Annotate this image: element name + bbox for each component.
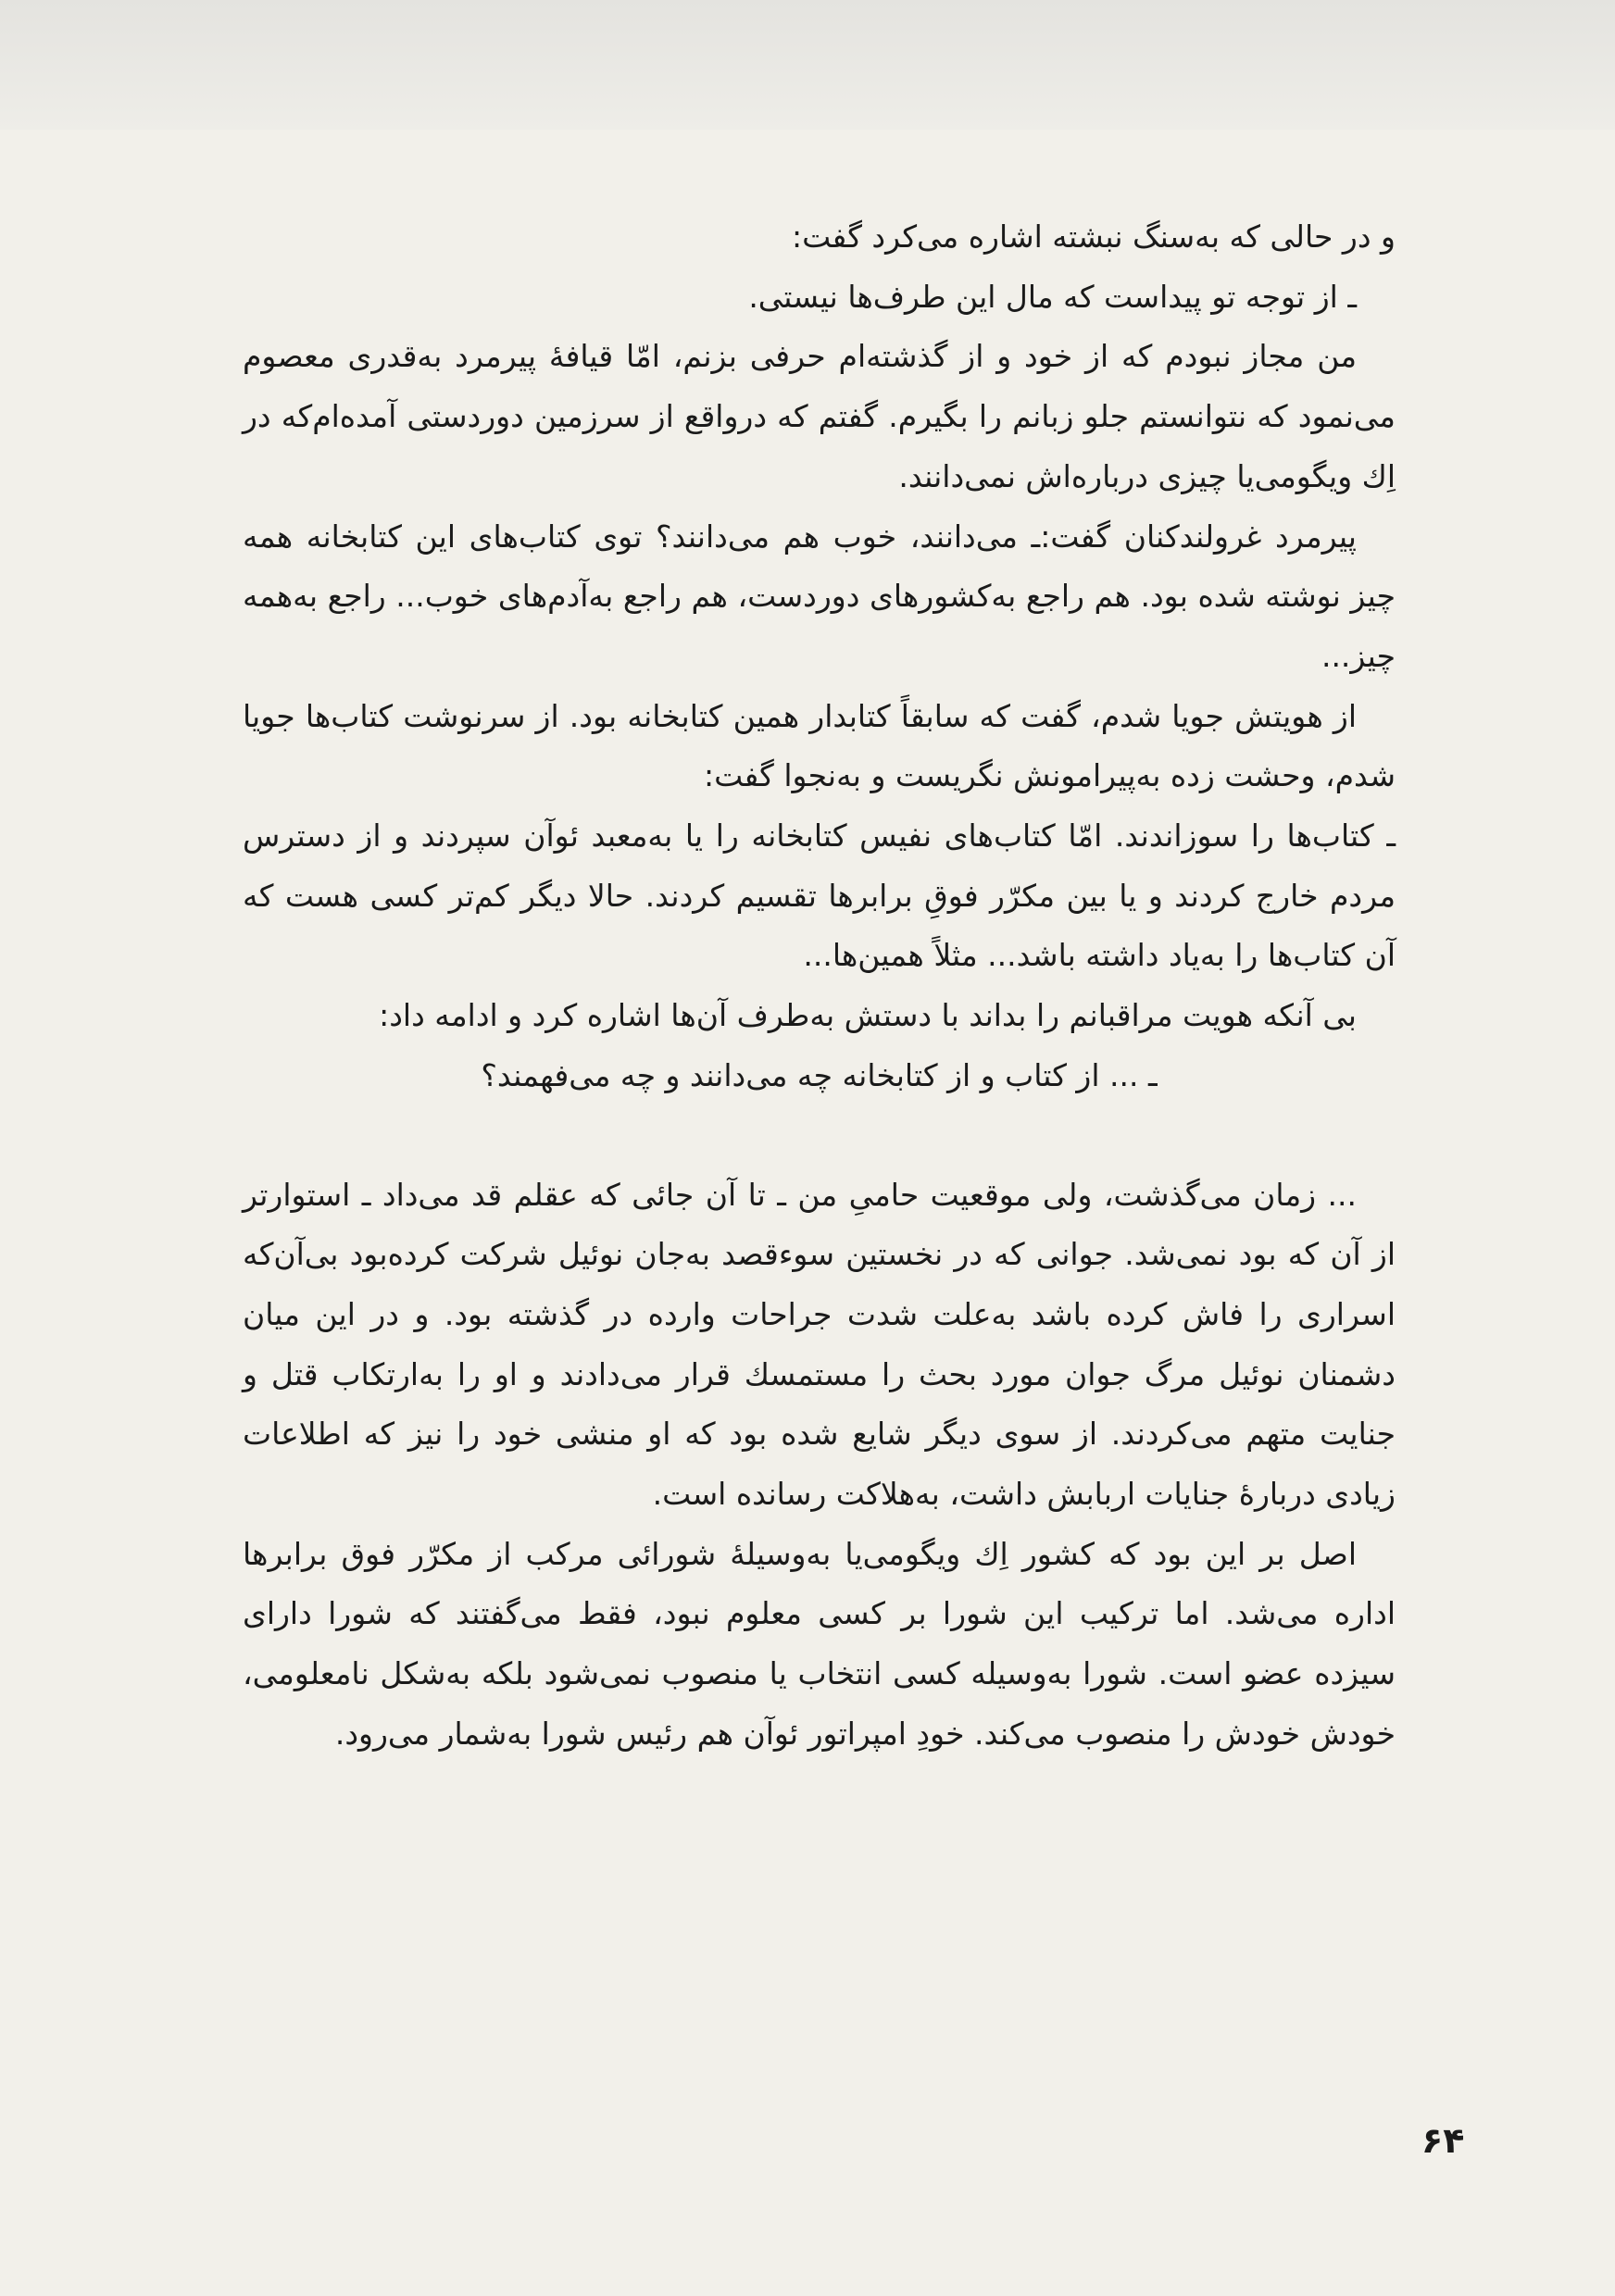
paragraph: ـ کتاب‌ها را سوزاندند. امّا کتاب‌های نفیس کتابخانه را یا به‌معبد ئوآن سپردند و از دسترس مردم خارج کردند و یا بین مکرّر فوقِ برابرها تقسیم کردند. حالا دیگر کم‌تر کسی هست که آن کتاب‌ها را به‌یاد داشته باشد... مثلاً همین‌ها... bbox=[243, 817, 1396, 974]
page-top-edge bbox=[0, 0, 1615, 130]
paragraph: بی آنکه هویت مراقبانم را بداند با دستش به‌طرف آن‌ها اشاره کرد و ادامه داد: bbox=[379, 997, 1357, 1034]
body-text bbox=[243, 207, 1396, 1765]
section-break bbox=[243, 1106, 1396, 1166]
paragraph: از هویتش جویا شدم، گفت که سابقاً کتابدار همین کتابخانه بود. از سرنوشت کتاب‌ها جویا شدم، وحشت زده به‌پیرامونش نگریست و به‌نجوا گفت: bbox=[243, 697, 1396, 794]
paragraph: ... زمان می‌گذشت، ولی موقعیت حامیِ من ـ تا آن جائی که عقلم قد می‌داد ـ استوارتر از آن که بود نمی‌شد. جوانی که در نخستین سوءقصد به‌جان نوئیل شرکت کرده‌بود بی‌آن‌که اسراری را فاش کرده باشد به‌علت شدت جراحات وارده در گذشته بود. و در این میان دشمنان نوئیل مرگ جوان مورد بحث را مستمسك قرار می‌دادند و او را به‌ارتکاب قتل و جنایت متهم می‌کردند. از سوی دیگر شایع شده بود که او منشی خود را نیز که اطلاعات زیادی دربارهٔ جنایات اربابش داشت، به‌هلاکت رسانده است. bbox=[243, 1176, 1396, 1513]
paragraph: و در حالی که به‌سنگ نبشته اشاره می‌کرد گفت: bbox=[792, 218, 1396, 255]
paragraph: پیرمرد غرولندکنان گفت:ـ می‌دانند، خوب هم می‌دانند؟ توی کتاب‌های این کتابخانه همه چیز نوشته شده بود. هم راجع به‌کشورهای دوردست، هم راجع به‌آدم‌های خوب... راجع به‌همه چیز... bbox=[243, 518, 1396, 674]
paragraph: ـ ... از کتاب و از کتابخانه چه می‌دانند و چه می‌فهمند؟ bbox=[481, 1056, 1158, 1093]
paragraph: من مجاز نبودم که از خود و از گذشته‌ام حرفی بزنم، امّا قیافهٔ پیرمرد به‌قدری معصوم می‌نمود که نتوانستم جلو زبانم را بگیرم. گفتم که درواقع از سرزمین دوردستی آمده‌ام‌که در اِك ویگومی‌یا چیزی درباره‌اش نمی‌دانند. bbox=[243, 338, 1396, 494]
paragraph: اصل بر این بود که کشور اِك ویگومی‌یا به‌وسیلهٔ شورائی مرکب از مکرّر فوق برابرها اداره می‌شد. اما ترکیب این شورا بر کسی معلوم نبود، فقط می‌گفتند که شورا دارای سیزده عضو است. شورا به‌وسیله کسی انتخاب یا منصوب نمی‌شود بلکه به‌شکل نامعلومی، خودش خودش را منصوب می‌کند. خودِ امپراتور ئوآن هم رئیس شورا به‌شمار می‌رود. bbox=[243, 1535, 1396, 1752]
paragraph: ـ از توجه تو پیداست که مال این طرف‌ها نیستی. bbox=[748, 278, 1357, 315]
page-number: ۶۴ bbox=[1421, 2120, 1465, 2161]
